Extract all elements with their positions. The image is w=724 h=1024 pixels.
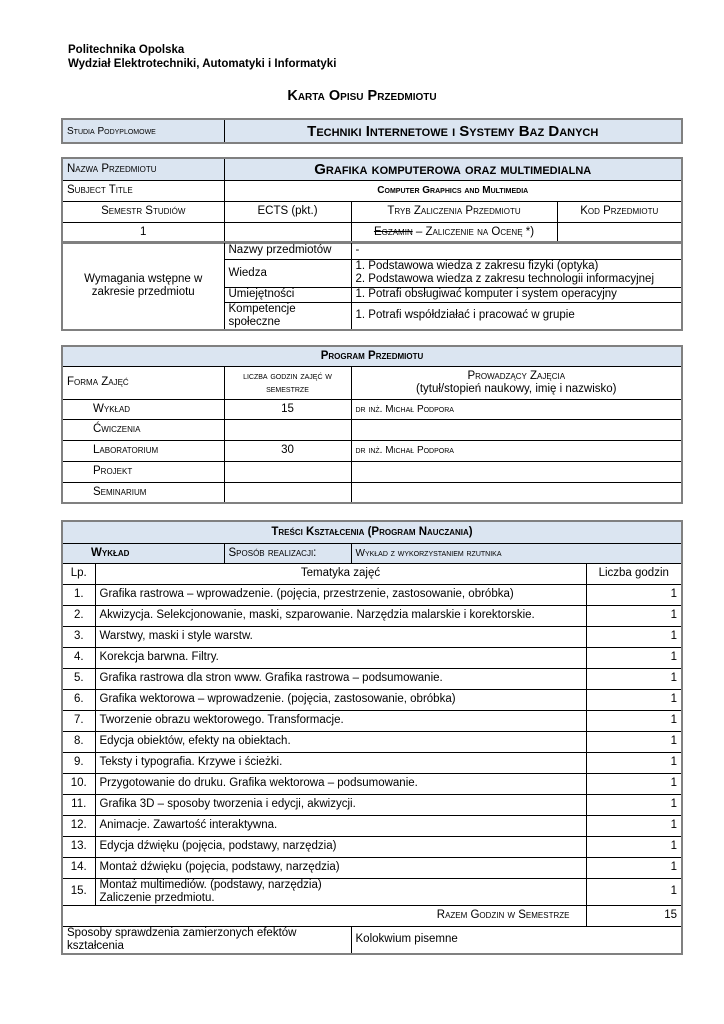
topic-text: Animacje. Zawartość interaktywna. xyxy=(95,815,586,836)
topic-hours: 1 xyxy=(586,668,682,689)
content-title: Treści Kształcenia (Program Nauczania) xyxy=(62,521,682,543)
topic-row xyxy=(62,689,682,710)
topic-hours: 1 xyxy=(586,815,682,836)
col-lp: Lp. xyxy=(62,563,95,584)
req-value-competences: 1. Potrafi współdziałać i pracować w grupie xyxy=(351,302,682,330)
assessment-label: Sposoby sprawdzenia zamierzonych efektów kształcenia xyxy=(62,926,351,954)
program-col-teacher-title: Prowadzący Zajęcia xyxy=(467,369,566,382)
program-teacher xyxy=(351,461,682,482)
program-teacher: dr inż. Michał Podpora xyxy=(351,399,682,419)
program-col-teacher xyxy=(351,366,682,399)
topic-lp: 1. xyxy=(62,584,95,605)
lecture-label: Wykład xyxy=(62,543,224,563)
program-table xyxy=(61,345,683,504)
program-col-teacher-sub: (tytuł/stopień naukowy, imię i nazwisko) xyxy=(416,382,617,395)
topic-row xyxy=(62,857,682,878)
topic-row xyxy=(62,731,682,752)
topic-lp: 8. xyxy=(62,731,95,752)
topic-lp: 14. xyxy=(62,857,95,878)
program-col-form: Forma Zajęć xyxy=(62,366,224,399)
program-form: Ćwiczenia xyxy=(62,419,224,440)
program-col-hours: liczba godzin zajęć w semestrze xyxy=(224,366,351,399)
req-key-skills: Umiejętności xyxy=(224,287,351,302)
topic-row xyxy=(62,626,682,647)
program-teacher: dr inż. Michał Podpora xyxy=(351,440,682,461)
topic-hours: 1 xyxy=(586,773,682,794)
topic-rows xyxy=(62,584,682,878)
program-hours: 30 xyxy=(224,440,351,461)
topic-text: Edycja obiektów, efekty na obiektach. xyxy=(95,731,586,752)
program-hours xyxy=(224,419,351,440)
program-form: Projekt xyxy=(62,461,224,482)
topic-text: Teksty i typografia. Krzywe i ścieżki. xyxy=(95,752,586,773)
topic-line-1: Montaż multimediów. (podstawy, narzędzia) xyxy=(99,878,322,891)
topic-text: Akwizycja. Selekcjonowanie, maski, szparowanie. Narzędzia malarskie i korektorskie. xyxy=(95,605,586,626)
topic-row xyxy=(62,815,682,836)
faculty-name: Wydział Elektrotechniki, Automatyki i Informatyki xyxy=(68,58,337,70)
topic-text: Grafika rastrowa – wprowadzenie. (pojęcia, przestrzenie, zastosowanie, obróbka) xyxy=(95,584,586,605)
col-topic: Tematyka zajęć xyxy=(95,563,586,584)
program-hours: 15 xyxy=(224,399,351,419)
code-label: Kod Przedmiotu xyxy=(557,201,682,222)
topic-lp: 7. xyxy=(62,710,95,731)
topic-lp: 6. xyxy=(62,689,95,710)
semester-value: 1 xyxy=(62,222,224,243)
topic-lp: 5. xyxy=(62,668,95,689)
method-value: Wykład z wykorzystaniem rzutnika xyxy=(351,543,682,563)
topic-hours: 1 xyxy=(586,689,682,710)
topic-lp: 2. xyxy=(62,605,95,626)
topic-row xyxy=(62,668,682,689)
topic-text: Grafika 3D – sposoby tworzenia i edycji, akwizycji. xyxy=(95,794,586,815)
assessment-value: Kolokwium pisemne xyxy=(351,926,682,954)
topic-lp: 4. xyxy=(62,647,95,668)
topic-text: Tworzenie obrazu wektorowego. Transformacje. xyxy=(95,710,586,731)
requirements-table xyxy=(61,241,683,331)
studies-value: Techniki Internetowe i Systemy Baz Danych xyxy=(224,119,682,143)
subject-title-label: Subject Title xyxy=(62,180,224,201)
topic-hours: 1 xyxy=(586,584,682,605)
topic-text: Warstwy, maski i style warstw. xyxy=(95,626,586,647)
program-form: Seminarium xyxy=(62,482,224,503)
topic-text: Przygotowanie do druku. Grafika wektorowa – podsumowanie. xyxy=(95,773,586,794)
ects-value xyxy=(224,222,351,243)
program-teacher xyxy=(351,482,682,503)
req-knowledge-line-2: 2. Podstawowa wiedza z zakresu technologii informacyjnej xyxy=(355,273,655,285)
topic-row xyxy=(62,794,682,815)
topic-row xyxy=(62,710,682,731)
subject-title-value: Computer Graphics and Multimedia xyxy=(224,180,682,201)
topic-hours: 1 xyxy=(586,794,682,815)
topic-text: Montaż dźwięku (pojęcia, podstawy, narzędzia) xyxy=(95,857,586,878)
topic-row xyxy=(62,752,682,773)
topic-hours: 1 xyxy=(586,731,682,752)
program-form: Laboratorium xyxy=(62,440,224,461)
topic-row xyxy=(62,647,682,668)
topic-text: Grafika wektorowa – wprowadzenie. (pojęcia, zastosowanie, obróbka) xyxy=(95,689,586,710)
total-label: Razem Godzin w Semestrze xyxy=(62,905,586,926)
program-hours xyxy=(224,461,351,482)
course-table xyxy=(61,157,683,244)
topic-lp: 9. xyxy=(62,752,95,773)
topic-hours: 1 xyxy=(586,836,682,857)
topic-lp: 11. xyxy=(62,794,95,815)
program-hours xyxy=(224,482,351,503)
topic-lp: 3. xyxy=(62,626,95,647)
studies-table xyxy=(61,118,683,144)
topic-hours: 1 xyxy=(586,857,682,878)
topic-hours: 1 xyxy=(586,605,682,626)
document-title: Karta Opisu Przedmiotu xyxy=(287,88,437,104)
req-key-knowledge: Wiedza xyxy=(224,259,351,287)
method-label: Sposób realizacji: xyxy=(224,543,351,563)
topic-lp: 10. xyxy=(62,773,95,794)
topic-text: Korekcja barwna. Filtry. xyxy=(95,647,586,668)
program-form: Wykład xyxy=(62,399,224,419)
topic-hours: 1 xyxy=(586,647,682,668)
topic-hours: 1 xyxy=(586,710,682,731)
topic-lp: 12. xyxy=(62,815,95,836)
mode-struck: Egzamin xyxy=(373,225,413,238)
topic-hours: 1 xyxy=(586,878,682,905)
topic-row xyxy=(62,584,682,605)
requirements-label: Wymagania wstępne w zakresie przedmiotu xyxy=(62,242,224,330)
topic-line-2: Zaliczenie przedmiotu. xyxy=(99,891,215,904)
topic-text xyxy=(95,878,586,905)
col-hours: Liczba godzin xyxy=(586,563,682,584)
university-name: Politechnika Opolska xyxy=(68,44,185,56)
req-value-knowledge xyxy=(351,259,682,287)
content-table xyxy=(61,520,683,955)
topic-row xyxy=(62,836,682,857)
code-value xyxy=(557,222,682,243)
topic-lp: 13. xyxy=(62,836,95,857)
ects-label: ECTS (pkt.) xyxy=(224,201,351,222)
studies-label: Studia Podyplomowe xyxy=(62,119,224,143)
req-knowledge-line-1: 1. Podstawowa wiedza z zakresu fizyki (optyka) xyxy=(355,260,599,272)
req-value-names: - xyxy=(351,242,682,259)
mode-value xyxy=(351,222,557,243)
topic-hours: 1 xyxy=(586,626,682,647)
req-key-competences: Kompetencje społeczne xyxy=(224,302,351,330)
topic-hours: 1 xyxy=(586,752,682,773)
total-value: 15 xyxy=(586,905,682,926)
topic-row xyxy=(62,605,682,626)
topic-text: Grafika rastrowa dla stron www. Grafika rastrowa – podsumowanie. xyxy=(95,668,586,689)
program-teacher xyxy=(351,419,682,440)
mode-text: – Zaliczenie na Ocenę *) xyxy=(412,225,535,238)
topic-lp: 15. xyxy=(62,878,95,905)
req-value-skills: 1. Potrafi obsługiwać komputer i system operacyjny xyxy=(351,287,682,302)
program-title: Program Przedmiotu xyxy=(62,346,682,366)
req-key-names: Nazwy przedmiotów xyxy=(224,242,351,259)
course-name-value: Grafika komputerowa oraz multimedialna xyxy=(224,158,682,180)
topic-text: Edycja dźwięku (pojęcia, podstawy, narzędzia) xyxy=(95,836,586,857)
topic-row xyxy=(62,773,682,794)
course-name-label: Nazwa Przedmiotu xyxy=(62,158,224,180)
mode-label: Tryb Zaliczenia Przedmiotu xyxy=(351,201,557,222)
semester-label: Semestr Studiów xyxy=(62,201,224,222)
